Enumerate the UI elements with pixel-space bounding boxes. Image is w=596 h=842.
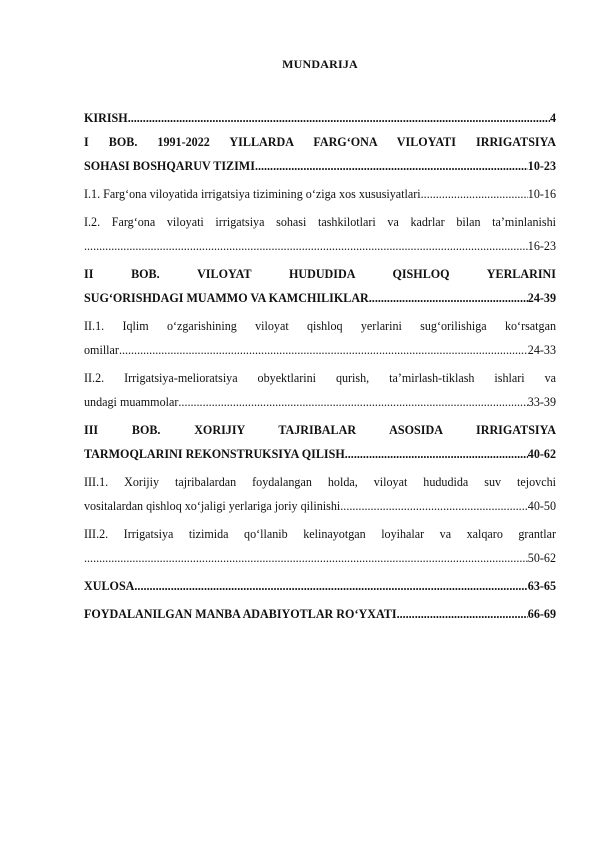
toc-leader-dots bbox=[128, 106, 550, 130]
toc-entry-label-line2: omillar bbox=[84, 343, 119, 357]
toc-entry-label-line1: II.1. Iqlim o‘zgarishining viloyat qishloq yerlarini sug‘orilishiga ko‘rsatgan bbox=[84, 319, 556, 333]
toc-entry-chapter-2 bbox=[84, 262, 556, 310]
toc-leader-dots bbox=[84, 546, 528, 570]
toc-entry-chapter-3 bbox=[84, 418, 556, 466]
toc-entry-chapter-1 bbox=[84, 130, 556, 178]
toc-page-number: 10-16 bbox=[527, 187, 556, 201]
toc-leader-dots bbox=[84, 234, 528, 258]
toc-entry-section-3-1 bbox=[84, 470, 556, 518]
toc-entry-label-line2: SUG‘ORISHDAGI MUAMMO VA KAMCHILIKLAR bbox=[84, 291, 369, 305]
page-title: MUNDARIJA bbox=[282, 57, 358, 71]
toc-entry-conclusion bbox=[84, 574, 556, 598]
toc-page-number: 66-69 bbox=[527, 607, 556, 621]
toc-leader-dots bbox=[255, 154, 528, 178]
toc-page-number: 50-62 bbox=[527, 551, 556, 565]
toc-entry-section-2-2 bbox=[84, 366, 556, 414]
toc-entry-section-2-1 bbox=[84, 314, 556, 362]
toc-leader-dots bbox=[421, 182, 528, 206]
toc-entry-label-line1: III.2. Irrigatsiya tizimida qo‘llanib kelinayotgan loyihalar va xalqaro grantlar bbox=[84, 527, 556, 541]
toc-entry-label-line2: TARMOQLARINI REKONSTRUKSIYA QILISH bbox=[84, 447, 345, 461]
toc-page-number: 24-33 bbox=[527, 343, 556, 357]
toc-page-number: 16-23 bbox=[527, 239, 556, 253]
toc-entry-label: KIRISH bbox=[84, 111, 128, 125]
toc-entry-label-line2: vositalardan qishloq xo‘jaligi yerlariga joriy qilinishi bbox=[84, 499, 341, 513]
toc-entry-label-line1: I.2. Farg‘ona viloyati irrigatsiya sohasi tashkilotlari va kadrlar bilan ta’minlanishi bbox=[84, 215, 556, 229]
toc-leader-dots bbox=[119, 338, 528, 362]
toc-page-number: 33-39 bbox=[527, 395, 556, 409]
toc-entry-label-line1: III BOB. XORIJIY TAJRIBALAR ASOSIDA IRRIGATSIYA bbox=[84, 423, 556, 437]
toc-page-number: 4 bbox=[549, 111, 556, 125]
toc-entry-label: I.1. Farg‘ona viloyatida irrigatsiya tizimining o‘ziga xos xususiyatlari bbox=[84, 187, 421, 201]
toc-page-number: 63-65 bbox=[527, 579, 556, 593]
toc-leader-dots bbox=[340, 494, 528, 518]
toc-page-number: 24-39 bbox=[527, 291, 556, 305]
toc-entry-label-line2: undagi muammolar bbox=[84, 395, 179, 409]
toc-entry-label: FOYDALANILGAN MANBA ADABIYOTLAR RO‘YXATI bbox=[84, 607, 397, 621]
toc-entry-label-line1: II.2. Irrigatsiya-melioratsiya obyektlarini qurish, ta’mirlash-tiklash ishlari va bbox=[84, 371, 556, 385]
toc-entry-kirish bbox=[84, 106, 556, 130]
toc-page-number: 10-23 bbox=[527, 159, 556, 173]
toc-entry-label-line1: III.1. Xorijiy tajribalardan foydalangan holda, viloyat hududida suv tejovchi bbox=[84, 475, 556, 489]
toc-entry-section-1-2 bbox=[84, 210, 556, 258]
toc-leader-dots bbox=[134, 574, 527, 598]
toc-page-number: 40-62 bbox=[527, 447, 556, 461]
toc-leader-dots bbox=[345, 442, 528, 466]
toc-page-number: 40-50 bbox=[527, 499, 556, 513]
toc-leader-dots bbox=[397, 602, 528, 626]
toc-entry-section-3-2 bbox=[84, 522, 556, 570]
toc-entry-label-line1: II BOB. VILOYAT HUDUDIDA QISHLOQ YERLARINI bbox=[84, 267, 556, 281]
table-of-contents bbox=[84, 106, 556, 626]
toc-entry-label-line1: I BOB. 1991-2022 YILLARDA FARG‘ONA VILOYATI IRRIGATSIYA bbox=[84, 135, 556, 149]
toc-entry-label-line2: SOHASI BOSHQARUV TIZIMI bbox=[84, 159, 255, 173]
toc-leader-dots bbox=[178, 390, 527, 414]
toc-entry-label: XULOSA bbox=[84, 579, 135, 593]
toc-leader-dots bbox=[369, 286, 528, 310]
toc-entry-section-1-1 bbox=[84, 182, 556, 206]
toc-entry-bibliography bbox=[84, 602, 556, 626]
